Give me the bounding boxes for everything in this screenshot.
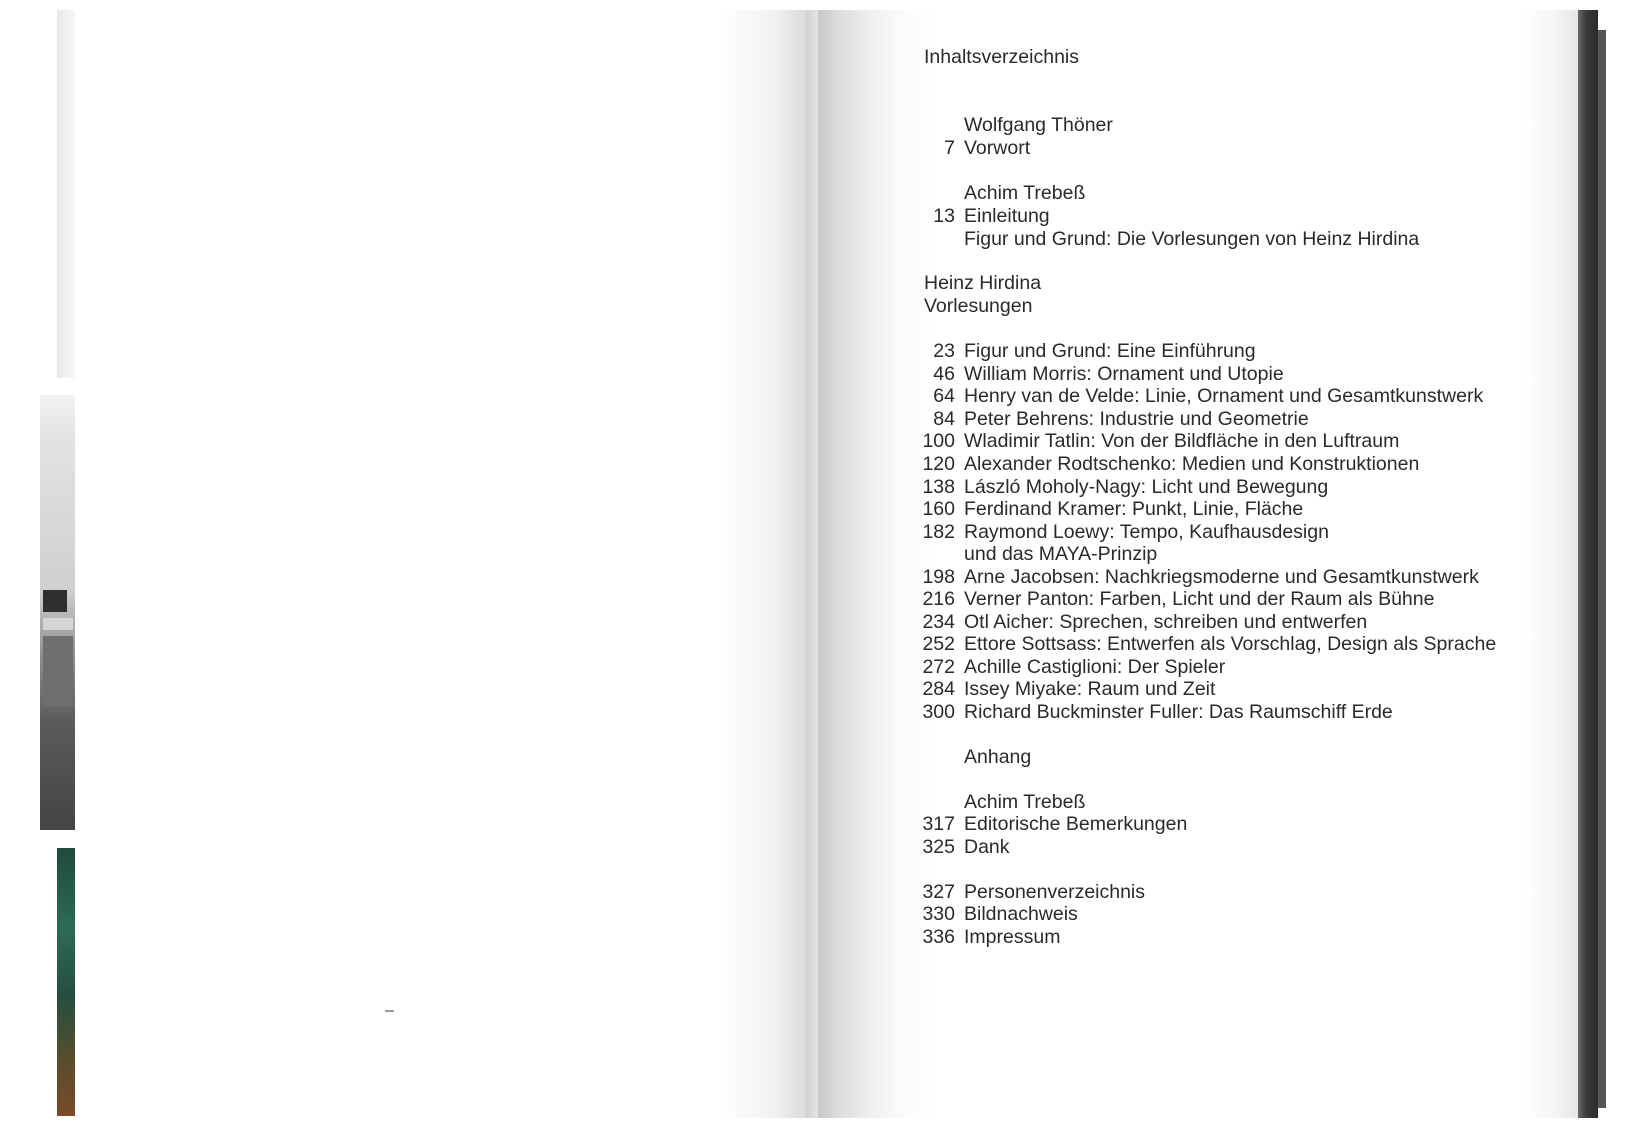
intro-subtitle: Figur und Grund: Die Vorlesungen von Heinz Hirdina	[964, 228, 1420, 250]
intro-author: Achim Trebeß	[964, 182, 1086, 204]
toc-entry-title: Henry van de Velde: Linie, Ornament und Gesamtkunstwerk	[964, 385, 1484, 407]
toc-entry-title: Vorwort	[964, 137, 1031, 159]
toc-entry-page: 284	[922, 678, 955, 700]
toc-entry-title: Richard Buckminster Fuller: Das Raumschiff Erde	[964, 701, 1393, 723]
toc-entry-title: Ettore Sottsass: Entwerfen als Vorschlag, Design als Sprache	[964, 633, 1497, 655]
toc-title: Inhaltsverzeichnis	[924, 46, 1079, 68]
toc-entry-page: 336	[922, 926, 955, 948]
toc-entry-page: 182	[922, 521, 955, 543]
left-page-edge-plant-photo	[57, 848, 76, 1116]
appendix-heading: Anhang	[964, 746, 1032, 768]
toc-entry-title: Wladimir Tatlin: Von der Bildfläche in den Luftraum	[964, 430, 1400, 452]
toc-entry-page: 317	[922, 813, 955, 835]
book-fore-edge-inner	[1598, 30, 1606, 1108]
toc-entry-page: 325	[922, 836, 955, 858]
toc-entry-page: 327	[922, 881, 955, 903]
toc-entry-title: Bildnachweis	[964, 903, 1078, 925]
toc-entry-title: Verner Panton: Farben, Licht und der Raum als Bühne	[964, 588, 1435, 610]
toc-entry-page: 330	[922, 903, 955, 925]
appendix-author: Achim Trebeß	[964, 791, 1086, 813]
toc-entry-page: 13	[933, 205, 955, 227]
toc-entry-page: 64	[933, 385, 955, 407]
toc-entry-title: Dank	[964, 836, 1010, 858]
toc-entry-page: 300	[922, 701, 955, 723]
lectures-heading: Vorlesungen	[924, 295, 1033, 317]
lectures-author: Heinz Hirdina	[924, 272, 1042, 294]
toc-entry-page: 272	[922, 656, 955, 678]
toc-entry-title: Impressum	[964, 926, 1061, 948]
photo-detail-monitor	[43, 590, 67, 612]
toc-entry-title: László Moholy-Nagy: Licht und Bewegung	[964, 476, 1329, 498]
toc-entry-title: Ferdinand Kramer: Punkt, Linie, Fläche	[964, 498, 1304, 520]
page-mark	[385, 1010, 394, 1012]
left-page-edge-strip	[57, 10, 75, 378]
toc-entry-title: Arne Jacobsen: Nachkriegsmoderne und Gesamtkunstwerk	[964, 566, 1479, 588]
toc-entry-page: 198	[922, 566, 955, 588]
left-page-edge-photo	[40, 395, 76, 830]
toc-entry-page: 216	[922, 588, 955, 610]
toc-entry-title: Otl Aicher: Sprechen, schreiben und entwerfen	[964, 611, 1368, 633]
toc-entry-page: 46	[933, 363, 955, 385]
toc-entry-page: 84	[933, 408, 955, 430]
toc-entry-page: 23	[933, 340, 955, 362]
toc-entry-title: William Morris: Ornament und Utopie	[964, 363, 1284, 385]
toc-entry-title: Editorische Bemerkungen	[964, 813, 1188, 835]
toc-entry-title: Personenverzeichnis	[964, 881, 1146, 903]
toc-entry-title: Einleitung	[964, 205, 1050, 227]
toc-entry-page: 7	[944, 137, 955, 159]
toc-entry-title: Alexander Rodtschenko: Medien und Konstruktionen	[964, 453, 1420, 475]
toc-entry-page: 234	[922, 611, 955, 633]
photo-detail-desk	[43, 618, 73, 630]
toc-entry-title: Raymond Loewy: Tempo, Kaufhausdesign	[964, 521, 1329, 543]
preface-author: Wolfgang Thöner	[964, 114, 1113, 136]
book-fore-edge	[1578, 10, 1598, 1118]
left-page	[75, 10, 810, 1118]
toc-entry-title: Achille Castiglioni: Der Spieler	[964, 656, 1226, 678]
toc-entry-page: 120	[922, 453, 955, 475]
toc-entry-page: 100	[922, 430, 955, 452]
photo-detail-cabinet	[43, 636, 73, 706]
toc-entry-title: Issey Miyake: Raum und Zeit	[964, 678, 1216, 700]
toc-entry-title: und das MAYA-Prinzip	[964, 543, 1158, 565]
toc-entry-page: 252	[922, 633, 955, 655]
toc-entry-title: Peter Behrens: Industrie und Geometrie	[964, 408, 1309, 430]
right-page	[818, 10, 1578, 1118]
toc-entry-page: 160	[922, 498, 955, 520]
toc-entry-page: 138	[922, 476, 955, 498]
toc-entry-title: Figur und Grund: Eine Einführung	[964, 340, 1256, 362]
